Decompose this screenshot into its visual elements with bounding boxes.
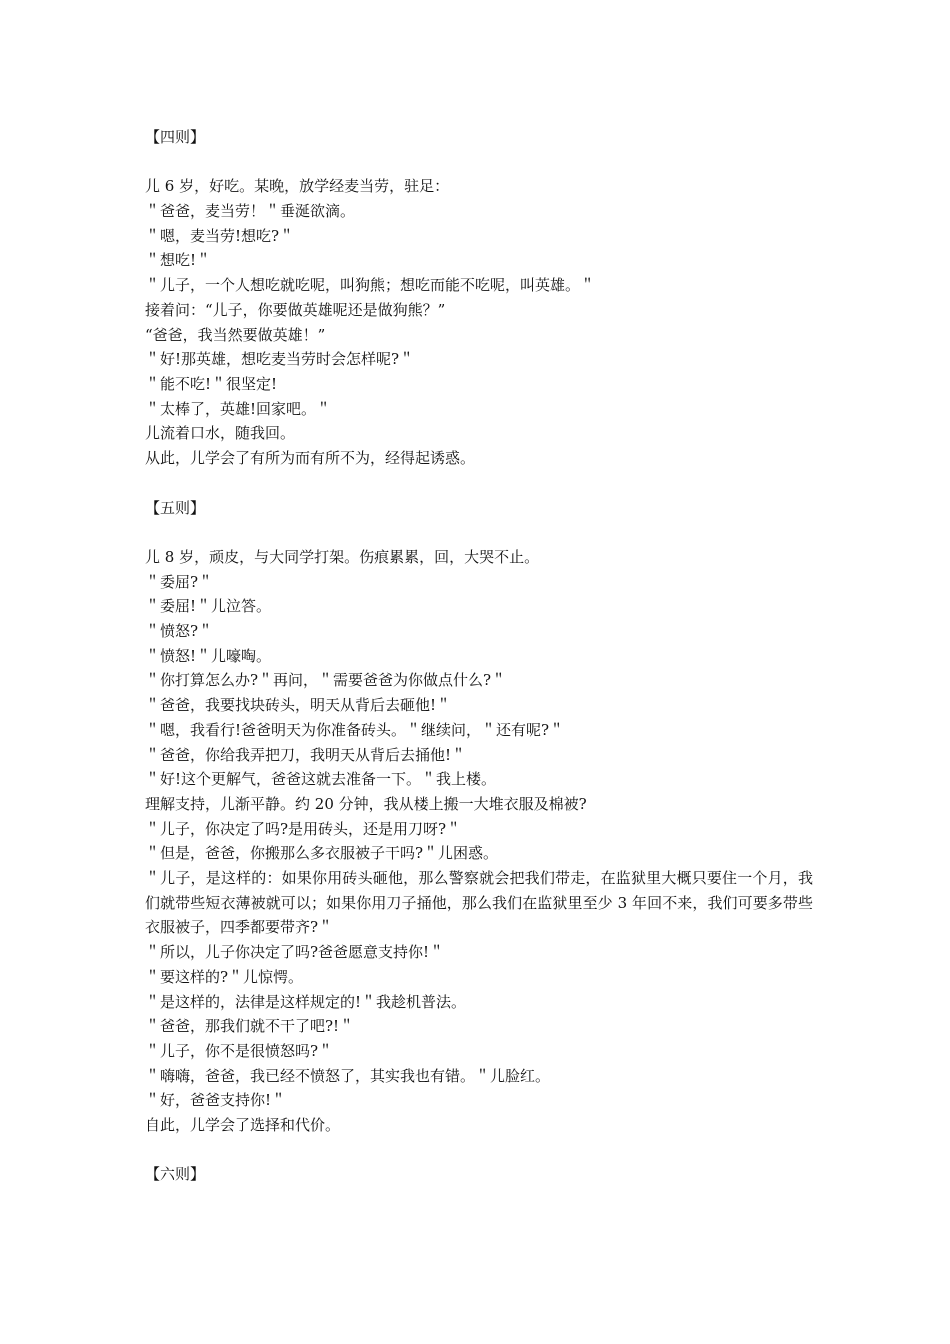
text-line: ＂太棒了，英雄!回家吧。＂	[145, 399, 332, 418]
text-paragraph: ＂儿子，是这样的：如果你用砖头砸他，那么警察就会把我们带走，在监狱里大概只要住一个月，我们就带些短衣薄被就可以；如果你用刀子捅他，那么我们在监狱里至少 3 年回不来，我们可要多带些衣服被子，四季都要带齐?＂	[145, 869, 813, 937]
section-title-6: 【六则】	[145, 1165, 206, 1184]
blank-line	[145, 471, 815, 496]
text-line: 理解支持，儿渐平静。约 20 分钟，我从楼上搬一大堆衣服及棉被?	[145, 794, 587, 813]
text-line: 儿 6 岁，好吃。某晚，放学经麦当劳，驻足：	[145, 177, 450, 196]
text-line: ＂嗨嗨，爸爸，我已经不愤怒了，其实我也有错。＂儿脸红。	[145, 1066, 551, 1085]
blank-line	[145, 150, 815, 175]
text-line: ＂好!那英雄，想吃麦当劳时会怎样呢?＂	[145, 350, 415, 369]
text-line: ＂嗯，我看行!爸爸明天为你准备砖头。＂继续问，＂还有呢?＂	[145, 720, 565, 739]
text-line: ＂儿子，一个人想吃就吃呢，叫狗熊；想吃而能不吃呢，叫英雄。＂	[145, 276, 596, 295]
text-line: ＂儿子，你决定了吗?是用砖头，还是用刀呀?＂	[145, 819, 462, 838]
text-line: ＂委屈?＂	[145, 572, 214, 591]
text-line: ＂愤怒?＂	[145, 621, 214, 640]
text-line: ＂愤怒!＂儿嚎啕。	[145, 646, 272, 665]
blank-line	[145, 1138, 815, 1163]
text-line: ＂儿子，你不是很愤怒吗?＂	[145, 1041, 334, 1060]
text-line: ＂好，爸爸支持你!＂	[145, 1091, 287, 1110]
text-line: ＂好!这个更解气，爸爸这就去准备一下。＂我上楼。	[145, 770, 497, 789]
text-line: “爸爸，我当然要做英雄！”	[145, 325, 326, 344]
blank-line	[145, 520, 815, 545]
document-page	[145, 125, 815, 1187]
section-body-4	[145, 174, 815, 470]
text-line: ＂你打算怎么办?＂再问，＂需要爸爸为你做点什么?＂	[145, 671, 507, 690]
text-line: 儿 8 岁，顽皮，与大同学打架。伤痕累累，回，大哭不止。	[145, 547, 540, 566]
text-line: ＂爸爸，麦当劳！＂垂涎欲滴。	[145, 202, 356, 221]
text-line: 儿流着口水，随我回。	[145, 424, 296, 443]
text-line: 接着问：“儿子，你要做英雄呢还是做狗熊？”	[145, 300, 446, 319]
text-line: ＂能不吃!＂很坚定!	[145, 375, 278, 393]
text-line: ＂爸爸，我要找块砖头，明天从背后去砸他!＂	[145, 696, 452, 715]
text-line: ＂爸爸，你给我弄把刀，我明天从背后去捅他!＂	[145, 745, 467, 764]
text-line: ＂爸爸，那我们就不干了吧?!＂	[145, 1017, 355, 1036]
text-line: ＂但是，爸爸，你搬那么多衣服被子干吗?＂儿困惑。	[145, 844, 499, 863]
section-title-4: 【四则】	[145, 128, 206, 146]
text-line: ＂嗯，麦当劳!想吃?＂	[145, 226, 295, 245]
text-line: 自此，儿学会了选择和代价。	[145, 1116, 341, 1135]
section-body-5	[145, 545, 815, 1138]
text-line: ＂委屈!＂儿泣答。	[145, 597, 272, 616]
text-line: ＂想吃!＂	[145, 251, 212, 270]
text-line: ＂所以，儿子你决定了吗?爸爸愿意支持你!＂	[145, 943, 445, 962]
text-line: 从此，儿学会了有所为而有所不为，经得起诱惑。	[145, 449, 476, 468]
text-line: ＂是这样的，法律是这样规定的!＂我趁机普法。	[145, 992, 467, 1011]
section-title-5: 【五则】	[145, 498, 206, 517]
text-line: ＂要这样的?＂儿惊愕。	[145, 967, 304, 986]
